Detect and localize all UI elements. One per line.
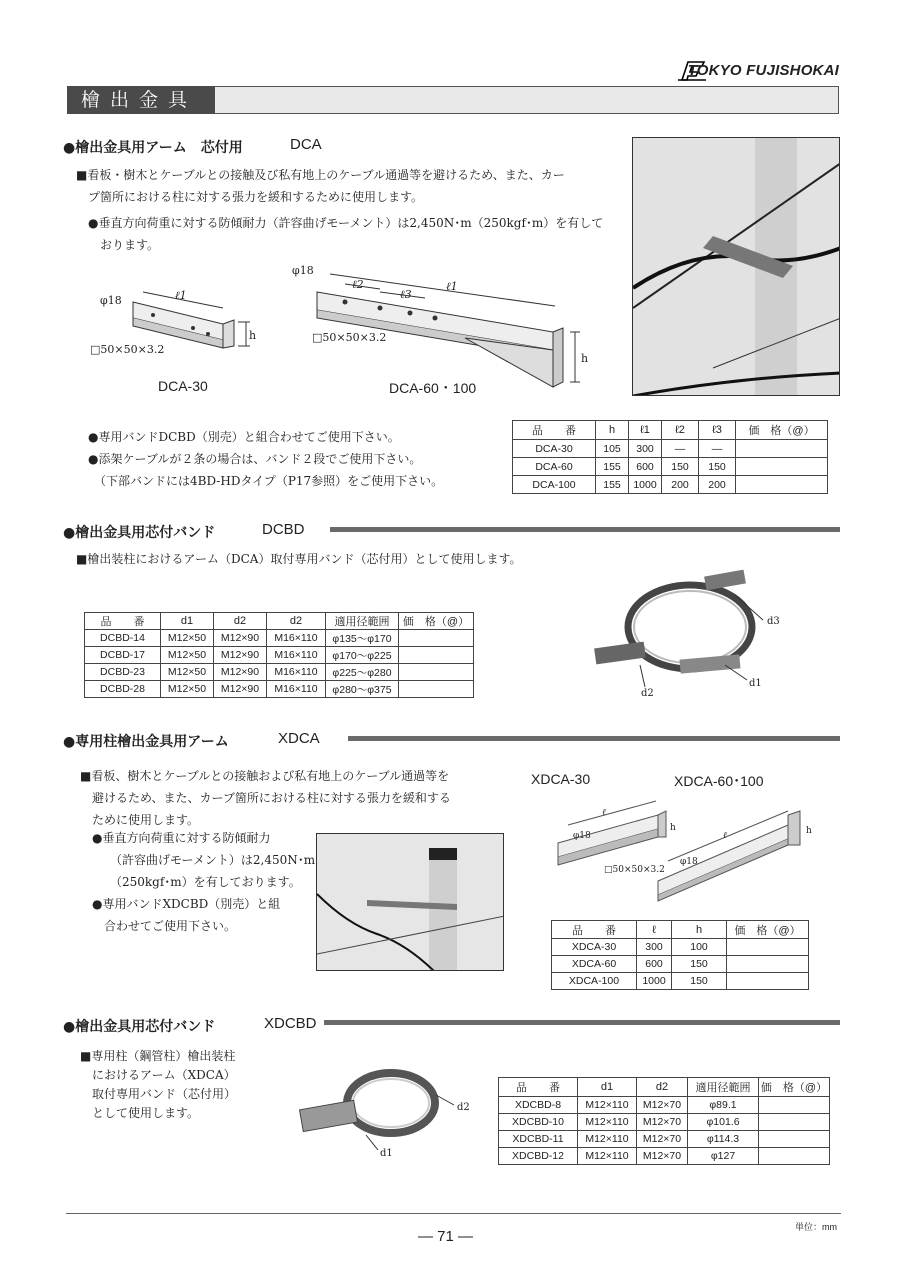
section-xdca-code: XDCA <box>278 730 320 747</box>
section-dcbd-rule <box>330 527 840 532</box>
unit-note: 単位：mm <box>795 1222 837 1232</box>
xdca-30-l-label: ℓ <box>602 808 606 818</box>
page-number: — 71 — <box>418 1228 474 1245</box>
section-dca-title: ●檜出金具用アーム 芯付用 <box>63 140 243 156</box>
brand-name: TOKYO FUJISHOKAI <box>687 62 839 79</box>
xdca-description: ■看板、樹木とケーブルとの接触および私有地上のケーブル通過等を 避けるため、また、カーブ箇所における柱に対する張力を緩和する ために使用します。 <box>80 769 451 827</box>
dcbd-d1-label: d1 <box>749 678 762 689</box>
xdca-60-100-caption: XDCA-60･100 <box>674 773 764 789</box>
dcbd-spec-table: 品 番 d1 d2 d2 適用径範囲 価 格（@） DCBD-14 M12×50 M12×90 M16×110 φ135～φ170 DCBD-17 M12×50 M12×90 M16×110 φ170～φ225 DCBD-23 M12×50 M12×90 M16×110 φ225～φ280 DCBD-28 M12×50 M12×90 M16×110 φ280～φ375 <box>84 612 474 698</box>
section-dca-code: DCA <box>290 136 322 153</box>
dca-60-100-drawing <box>285 262 605 392</box>
xdcbd-d1-label: d1 <box>380 1148 393 1159</box>
dca-60-phi-label: φ18 <box>292 264 314 277</box>
dca-60-l2-label: ℓ2 <box>352 278 364 291</box>
section-xdca-title: ●専用柱檜出金具用アーム <box>63 734 229 750</box>
xdcbd-description: ■専用柱（鋼管柱）檜出装柱 におけるアーム（XDCA） 取付専用バンド（芯付用） として使用します。 <box>80 1049 237 1120</box>
xdca-drawing <box>548 795 808 905</box>
section-xdcbd-rule <box>324 1020 840 1025</box>
xdca-spec-table: 品 番 ℓ h 価 格（@） XDCA-30 300 100 XDCA-60 600 150 XDCA-100 1000 150 <box>551 920 809 990</box>
xdca-60-h-label: h <box>806 826 812 836</box>
dca-60-h-label: h <box>581 352 589 365</box>
dca-30-phi-label: φ18 <box>100 294 122 307</box>
dca-30-l1-label: ℓ1 <box>175 289 187 302</box>
footer-rule <box>66 1213 841 1214</box>
section-dcbd-code: DCBD <box>262 521 305 538</box>
dca-installation-photo <box>632 137 840 396</box>
dca-bullet-moment: ●垂直方向荷重に対する防傾耐力（許容曲げモーメント）は2,450N･m（250kgf･m）を有して おります。 <box>88 216 604 252</box>
dca-60-l1-label: ℓ1 <box>446 280 458 293</box>
xdcbd-spec-table: 品 番 d1 d2 適用径範囲 価 格（@） XDCBD-8 M12×110 M12×70 φ89.1 XDCBD-10 M12×110 M12×70 φ101.6 XDCBD-11 M12×110 M12×70 φ114.3 XDCBD-12 M12×110 M12×70 φ127 <box>498 1077 830 1165</box>
dca-notes: ●専用バンドDCBD（別売）と組合わせてご使用下さい。 ●添架ケーブルが２条の場合は、バンド２段でご使用下さい。 （下部バンドには4BD-HDタイプ（P17参照）をご使用下さい。 <box>88 430 444 488</box>
dca-spec-table: 品 番 h ℓ1 ℓ2 ℓ3 価 格（@） DCA-30 105 300 — — DCA-60 155 600 150 150 DCA-100 155 1000 200 200 <box>512 420 828 494</box>
xdca-installation-photo <box>316 833 504 971</box>
dcbd-d2-label: d2 <box>641 688 654 699</box>
xdca-30-caption: XDCA-30 <box>531 771 591 787</box>
dca-60-section-label: □50×50×3.2 <box>312 331 387 344</box>
xdca-30-h-label: h <box>670 823 676 833</box>
section-dcbd-title: ●檜出金具用芯付バンド <box>63 525 216 541</box>
section-xdcbd-code: XDCBD <box>264 1015 317 1032</box>
section-xdcbd-title: ●檜出金具用芯付バンド <box>63 1019 216 1035</box>
dca-30-section-label: □50×50×3.2 <box>90 343 165 356</box>
xdca-60-phi-label: φ18 <box>680 857 698 867</box>
dcbd-d3-label: d3 <box>767 616 780 627</box>
section-xdca-rule <box>348 736 840 741</box>
xdcbd-d2-label: d2 <box>457 1102 470 1113</box>
xdca-bullets: ●垂直方向荷重に対する防傾耐力 （許容曲げモーメント）は2,450N･m （250kgf･m）を有しております。 ●専用バンドXDCBD（別売）と組 合わせてご使用下さい。 <box>92 831 316 933</box>
page-title: 檜出金具 <box>67 86 215 114</box>
dca-30-caption: DCA-30 <box>158 378 208 394</box>
xdca-30-phi-label: φ18 <box>573 831 591 841</box>
dcbd-description: ■檜出装柱におけるアーム（DCA）取付専用バンド（芯付用）として使用します。 <box>76 552 522 566</box>
dca-description: ■看板・樹木とケーブルとの接触及び私有地上のケーブル通過等を避けるため、また、カー プ箇所における柱に対する張力を緩和するために使用します。 <box>76 168 565 204</box>
dca-30-h-label: h <box>249 329 257 342</box>
xdca-section-label: □50×50×3.2 <box>604 865 665 875</box>
dca-60-l3-label: ℓ3 <box>400 288 412 301</box>
dca-60-100-caption: DCA-60・100 <box>389 380 477 396</box>
xdca-60-l-label: ℓ <box>723 831 727 841</box>
